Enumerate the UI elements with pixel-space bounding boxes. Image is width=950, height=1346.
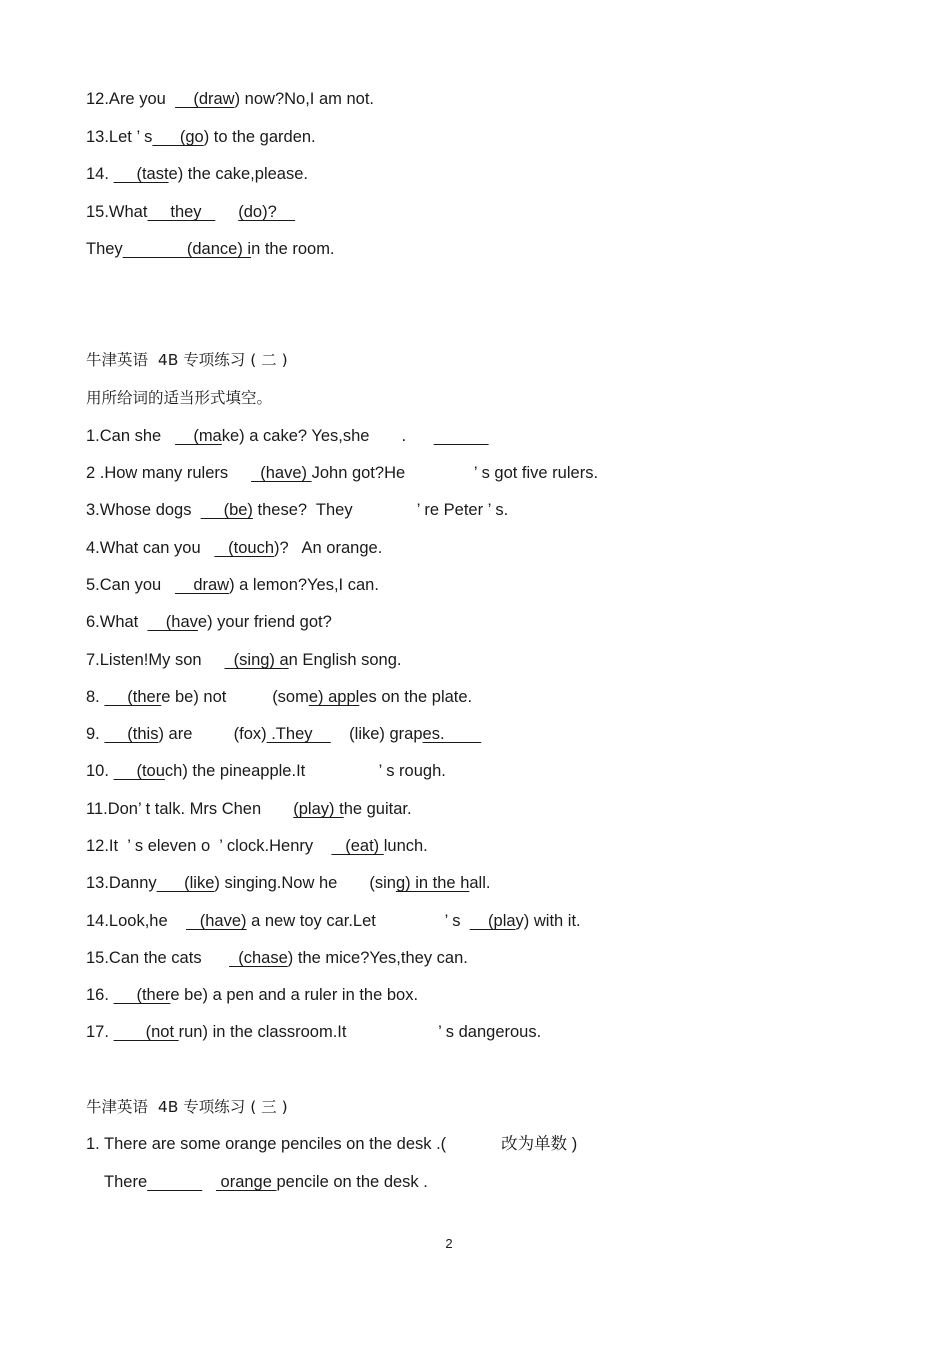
blank-segment: they bbox=[147, 203, 216, 221]
text-segment: 4.What can you bbox=[86, 539, 215, 557]
exercise-line bbox=[86, 948, 468, 968]
exercise-line bbox=[86, 761, 446, 781]
text-segment: he guitar. bbox=[343, 800, 412, 818]
exercise-line bbox=[86, 538, 382, 558]
text-segment: 7.Listen!My son bbox=[86, 651, 225, 669]
exercise-line bbox=[86, 650, 402, 670]
blank-segment: (pla bbox=[469, 912, 516, 930]
text-segment: a new toy car.Let ’ s bbox=[246, 912, 470, 930]
blank-segment: (sing) a bbox=[224, 651, 289, 669]
text-segment: ke) a cake? Yes,she . bbox=[221, 427, 434, 445]
blank-segment: (like bbox=[156, 874, 215, 892]
exercise-line bbox=[86, 89, 374, 109]
text-segment: 15.Can the cats bbox=[86, 949, 230, 967]
text-segment: ) the mice?Yes,they can. bbox=[287, 949, 468, 967]
text-segment: 6.What bbox=[86, 613, 148, 631]
section-two-instruction: 用所给词的适当形式填空。 bbox=[86, 389, 273, 407]
text-segment: 11.Don’ t talk. Mrs Chen bbox=[86, 800, 294, 818]
blank-segment: (ther bbox=[104, 688, 162, 706]
exercise-line bbox=[86, 799, 412, 819]
text-segment: 12.It ’ s eleven o ’ clock.Henry bbox=[86, 837, 332, 855]
text-segment: 16. bbox=[86, 986, 114, 1004]
text-segment: ) to the garden. bbox=[203, 128, 316, 146]
exercise-line bbox=[86, 911, 581, 931]
text-segment: pencile on the desk . bbox=[276, 1173, 428, 1191]
text-segment: 14.Look,he bbox=[86, 912, 186, 930]
blank-segment: g) in the h bbox=[395, 874, 470, 892]
blank-segment: (go bbox=[152, 128, 204, 146]
text-segment: all. bbox=[469, 874, 491, 892]
text-segment: n the room. bbox=[251, 240, 335, 258]
blank-segment: (have) bbox=[251, 464, 312, 482]
blank-segment: (chase bbox=[229, 949, 288, 967]
text-segment: 9. bbox=[86, 725, 105, 743]
blank-segment: (do)? bbox=[238, 203, 296, 221]
text-segment: run) in the classroom.It ’ s dangerous. bbox=[178, 1023, 542, 1041]
text-segment: 17. bbox=[86, 1023, 114, 1041]
text-segment: e) the cake,please. bbox=[168, 165, 308, 183]
text-segment: (like) grap bbox=[330, 725, 423, 743]
exercise-line bbox=[86, 836, 428, 856]
exercise-line bbox=[86, 127, 316, 147]
blank-segment: (tast bbox=[113, 165, 169, 183]
text-segment: 15.What bbox=[86, 203, 148, 221]
blank-segment: (tou bbox=[113, 762, 165, 780]
text-segment: )? An orange. bbox=[274, 539, 383, 557]
text-segment: There bbox=[86, 1173, 148, 1191]
blank-segment: .They bbox=[266, 725, 331, 743]
blank-segment: (not bbox=[113, 1023, 179, 1041]
text-segment: n English song. bbox=[288, 651, 402, 669]
blank-segment: (this bbox=[104, 725, 159, 743]
text-segment: es on the plate. bbox=[359, 688, 473, 706]
exercise-line bbox=[86, 873, 490, 893]
exercise-line bbox=[86, 575, 379, 595]
text-segment bbox=[215, 203, 238, 221]
text-segment: 5.Can you bbox=[86, 576, 175, 594]
text-segment bbox=[202, 1173, 216, 1191]
text-segment: 13.Danny bbox=[86, 874, 157, 892]
exercise-line bbox=[86, 202, 295, 222]
text-segment: e be) not (som bbox=[161, 688, 309, 706]
text-segment: ) now?No,I am not. bbox=[234, 90, 374, 108]
blank-segment: (dance) i bbox=[122, 240, 252, 258]
section-three-title: 牛津英语 4B 专项练习 ( 三 ) bbox=[86, 1098, 288, 1116]
blank-segment: orange bbox=[215, 1173, 277, 1191]
text-segment: y) with it. bbox=[515, 912, 581, 930]
page-number: 2 bbox=[445, 1236, 453, 1251]
blank-segment bbox=[147, 1173, 202, 1191]
exercise-line bbox=[86, 1172, 428, 1192]
exercise-line bbox=[86, 724, 481, 744]
text-segment: 1. There are some orange penciles on the desk .( 改为单数 ) bbox=[86, 1135, 578, 1153]
text-segment: They bbox=[86, 240, 123, 258]
exercise-line bbox=[86, 463, 598, 483]
blank-segment: (ma bbox=[174, 427, 222, 445]
exercise-line bbox=[86, 612, 332, 632]
exercise-line bbox=[86, 687, 472, 707]
blank-segment: (draw bbox=[174, 90, 235, 108]
text-segment: 10. bbox=[86, 762, 114, 780]
text-segment: 13.Let ’ s bbox=[86, 128, 153, 146]
blank-segment: (have) bbox=[186, 912, 247, 930]
blank-segment: (eat) bbox=[331, 837, 384, 855]
exercise-line bbox=[86, 985, 418, 1005]
blank-segment: (play) t bbox=[293, 800, 344, 818]
text-segment: ) a lemon?Yes,I can. bbox=[229, 576, 379, 594]
exercise-line bbox=[86, 1134, 577, 1154]
blank-segment: es. bbox=[422, 725, 482, 743]
text-segment: 2 .How many rulers bbox=[86, 464, 252, 482]
blank-segment bbox=[434, 427, 489, 445]
blank-segment: (ther bbox=[113, 986, 171, 1004]
text-segment: 3.Whose dogs bbox=[86, 501, 201, 519]
exercise-line bbox=[86, 164, 308, 184]
blank-segment: (hav bbox=[147, 613, 198, 631]
blank-segment: e) appl bbox=[308, 688, 360, 706]
blank-segment: (be) bbox=[200, 501, 253, 519]
text-segment: these? They ’ re Peter ’ s. bbox=[252, 501, 509, 519]
exercise-line bbox=[86, 239, 335, 259]
text-segment: ) are (fox) bbox=[158, 725, 267, 743]
exercise-line bbox=[86, 1022, 541, 1042]
text-segment: 12.Are you bbox=[86, 90, 175, 108]
text-segment: e be) a pen and a ruler in the box. bbox=[170, 986, 419, 1004]
text-segment: 1.Can she bbox=[86, 427, 175, 445]
blank-segment: (touch bbox=[214, 539, 275, 557]
blank-segment: draw bbox=[174, 576, 230, 594]
text-segment: ch) the pineapple.It ’ s rough. bbox=[164, 762, 446, 780]
text-segment: John got?He ’ s got five rulers. bbox=[311, 464, 599, 482]
exercise-line bbox=[86, 426, 489, 446]
text-segment: lunch. bbox=[383, 837, 428, 855]
section-two-title: 牛津英语 4B 专项练习 ( 二 ) bbox=[86, 351, 288, 369]
text-segment: ) singing.Now he (sin bbox=[214, 874, 396, 892]
text-segment: e) your friend got? bbox=[197, 613, 332, 631]
text-segment: 14. bbox=[86, 165, 114, 183]
exercise-line bbox=[86, 500, 508, 520]
text-segment: 8. bbox=[86, 688, 105, 706]
